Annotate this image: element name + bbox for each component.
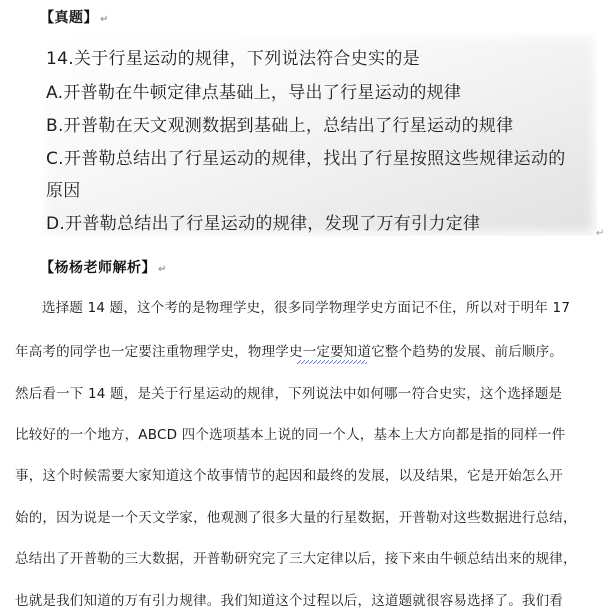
analysis-line: 选择题 14 题，这个考的是物理学史，很多同学物理学史方面记不住，所以对于明年 17 — [42, 300, 571, 316]
option-c-line-1: C.开普勒总结出了行星运动的规律，找出了行星按照这些规律运动的 — [46, 149, 566, 169]
analysis-heading — [40, 259, 167, 279]
analysis-heading-text: 【杨杨老师解析】 — [40, 260, 156, 276]
option-a: A.开普勒在牛顿定律点基础上，导出了行星运动的规律 — [46, 83, 462, 103]
real-exam-heading-text: 【真题】 — [40, 10, 98, 26]
analysis-line: 事，这个时候需要大家知道这个故事情节的起因和最终的发展，以及结果，它是开始怎么开 — [15, 468, 563, 484]
analysis-line: 比较好的一个地方，ABCD 四个选项基本上说的同一个人，基本上大方向都是指的同样一件 — [15, 427, 566, 443]
analysis-line: 也就是我们知道的万有引力规律。我们知道这个过程以后，这道题就很容易选择了。我们看 — [15, 593, 563, 609]
option-c-line-2: 原因 — [46, 181, 81, 201]
edge-paragraph-mark-icon: ↵ — [596, 228, 604, 239]
analysis-line: 然后看一下 14 题，是关于行星运动的规律，下列说法中如何哪一符合史实，这个选择题是 — [15, 386, 563, 402]
paragraph-mark-icon: ↵ — [158, 264, 167, 275]
question-stem: 14.关于行星运动的规律，下列说法符合史实的是 — [46, 49, 420, 69]
spellcheck-underline — [297, 360, 367, 364]
real-exam-heading — [40, 9, 109, 29]
option-b: B.开普勒在天文观测数据到基础上，总结出了行星运动的规律 — [46, 116, 514, 136]
analysis-line: 始的，因为说是一个天文学家，他观测了很多大量的行星数据，开普勒对这些数据进行总结， — [15, 510, 577, 526]
option-d: D.开普勒总结出了行星运动的规律，发现了万有引力定律 — [46, 214, 481, 234]
paragraph-mark-icon: ↵ — [100, 14, 109, 25]
analysis-line: 总结出了开普勒的三大数据，开普勒研究完了三大定律以后，接下来由牛顿总结出来的规律， — [15, 551, 577, 567]
analysis-line: 年高考的同学也一定要注重物理学史，物理学史一定要知道它整个趋势的发展、前后顺序。 — [15, 344, 563, 360]
